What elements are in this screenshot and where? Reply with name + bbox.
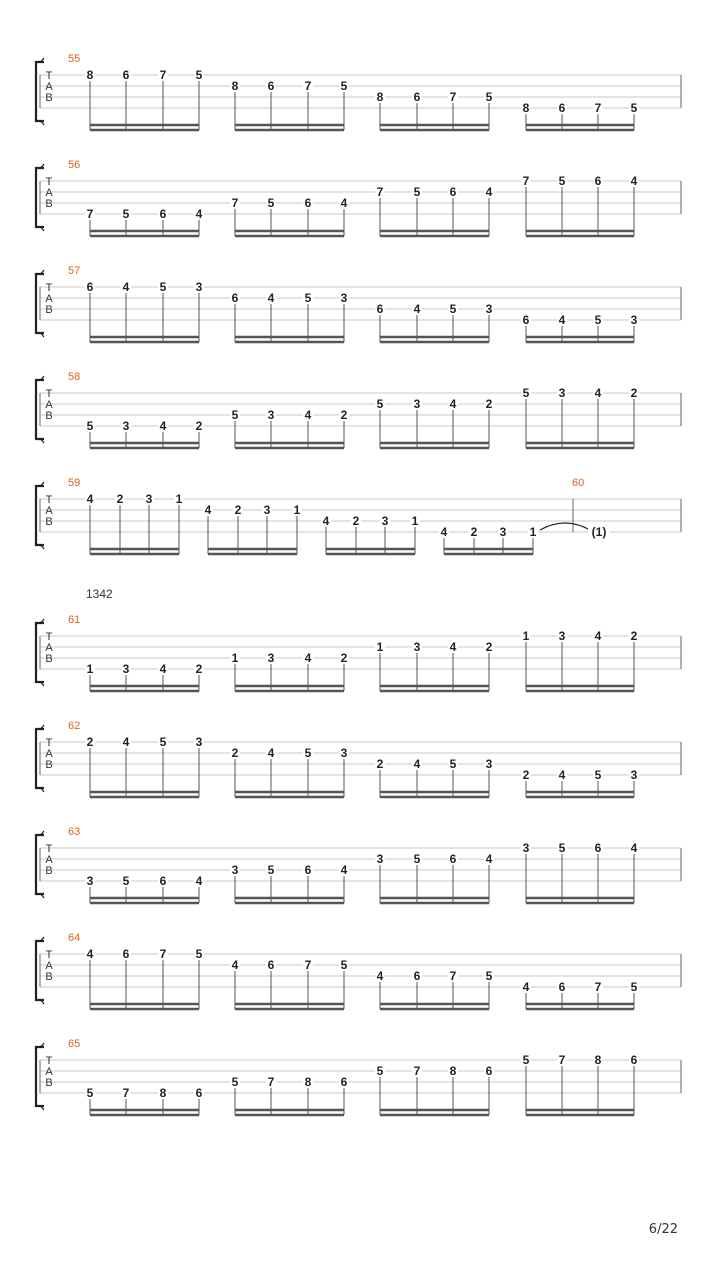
fret-number: 2	[86, 735, 94, 749]
fret-number: 5	[159, 735, 167, 749]
fret-number: 7	[558, 1053, 566, 1067]
fret-number: 3	[376, 852, 384, 866]
fret-number: 3	[522, 841, 530, 855]
fret-number: 2	[522, 768, 530, 782]
fret-number: 3	[558, 629, 566, 643]
fret-number: 6	[159, 207, 167, 221]
fret-number: 6	[449, 185, 457, 199]
measure-number: 58	[68, 371, 81, 383]
fret-number: 2	[485, 640, 493, 654]
tab-clef-letter: T	[45, 70, 53, 82]
fret-number: 1	[231, 651, 239, 665]
fret-number: 3	[485, 757, 493, 771]
fret-number: 5	[485, 969, 493, 983]
tab-clef-letter: A	[45, 748, 53, 760]
fret-number: 2	[195, 419, 203, 433]
measure-number: 65	[68, 1038, 81, 1050]
fret-number: 5	[340, 958, 348, 972]
fret-number: 6	[522, 313, 530, 327]
tab-clef-letter: B	[45, 865, 53, 877]
fret-number: 5	[630, 980, 638, 994]
tab-clef-letter: A	[45, 81, 53, 93]
fret-number: 4	[413, 302, 421, 316]
fret-number: 1	[411, 514, 419, 528]
fret-number: 4	[485, 852, 493, 866]
fret-number: 3	[340, 746, 348, 760]
fret-number: 5	[413, 185, 421, 199]
tab-clef-letter: B	[45, 653, 53, 665]
fret-number: 1	[86, 662, 94, 676]
fret-number: 8	[231, 79, 239, 93]
fret-number: 5	[195, 68, 203, 82]
fret-number: 3	[145, 492, 153, 506]
fret-number: 4	[204, 503, 212, 517]
tab-clef-letter: T	[45, 1055, 53, 1067]
tab-clef-letter: T	[45, 843, 53, 855]
fret-number: 2	[234, 503, 242, 517]
fret-number: 3	[195, 280, 203, 294]
fret-number: 4	[340, 863, 348, 877]
tab-clef-letter: A	[45, 1066, 53, 1078]
fret-number: 6	[376, 302, 384, 316]
fret-number: 6	[159, 874, 167, 888]
fret-number: 7	[594, 101, 602, 115]
fret-number: 6	[558, 101, 566, 115]
tab-clef-letter: A	[45, 960, 53, 972]
fret-number: 8	[449, 1064, 457, 1078]
fret-number: 6	[413, 90, 421, 104]
fret-number: 4	[267, 746, 275, 760]
fret-number: 2	[231, 746, 239, 760]
fret-number: 5	[304, 746, 312, 760]
fret-number: 6	[267, 79, 275, 93]
measure-number: 61	[68, 614, 81, 626]
tab-clef-letter: T	[45, 949, 53, 961]
fret-number: 3	[195, 735, 203, 749]
fret-number: 3	[630, 768, 638, 782]
fret-number: 7	[449, 969, 457, 983]
fret-number: 7	[449, 90, 457, 104]
fret-number: 7	[304, 79, 312, 93]
fret-number: 6	[86, 280, 94, 294]
fret-number: 3	[413, 397, 421, 411]
fret-number: 8	[522, 101, 530, 115]
fret-number: 7	[86, 207, 94, 221]
fret-number: 3	[413, 640, 421, 654]
tab-clef-letter: B	[45, 516, 53, 528]
tab-clef-letter: A	[45, 399, 53, 411]
fret-number: 3	[122, 662, 130, 676]
fret-number: 7	[304, 958, 312, 972]
fret-number: 5	[594, 768, 602, 782]
fret-number: 6	[449, 852, 457, 866]
tab-clef-letter: T	[45, 494, 53, 506]
fret-number: 6	[558, 980, 566, 994]
tab-clef-letter: A	[45, 505, 53, 517]
fret-number: 3	[499, 525, 507, 539]
fret-number: 3	[122, 419, 130, 433]
fret-number: 2	[340, 651, 348, 665]
fret-number: 5	[449, 302, 457, 316]
measure-number: 55	[68, 53, 81, 65]
fret-number: 6	[122, 947, 130, 961]
page-number: 6/22	[648, 1222, 678, 1237]
fret-number: 4	[159, 662, 167, 676]
measure-number: 63	[68, 826, 81, 838]
fret-number: 4	[86, 947, 94, 961]
fret-number: 4	[413, 757, 421, 771]
tab-clef-letter: B	[45, 304, 53, 316]
fret-number: 3	[263, 503, 271, 517]
fret-number: 4	[231, 958, 239, 972]
tab-clef-letter: T	[45, 282, 53, 294]
tab-clef-letter: T	[45, 388, 53, 400]
fret-number: 6	[195, 1086, 203, 1100]
fret-number: 8	[594, 1053, 602, 1067]
fret-number: 4	[558, 768, 566, 782]
fret-number: 4	[86, 492, 94, 506]
measure-number: 57	[68, 265, 81, 277]
fret-number: 2	[485, 397, 493, 411]
fret-number: 5	[86, 1086, 94, 1100]
fret-number: 8	[86, 68, 94, 82]
fret-number: 5	[558, 841, 566, 855]
fret-number: 6	[594, 841, 602, 855]
fret-number: 4	[485, 185, 493, 199]
fret-number: 5	[522, 1053, 530, 1067]
fret-number: 6	[413, 969, 421, 983]
fret-number: 6	[267, 958, 275, 972]
fret-number: 3	[630, 313, 638, 327]
fret-number: 4	[440, 525, 448, 539]
fret-number: 5	[449, 757, 457, 771]
fret-number: 3	[231, 863, 239, 877]
fret-number: 6	[594, 174, 602, 188]
fret-number: 4	[558, 313, 566, 327]
fret-number: 7	[122, 1086, 130, 1100]
fret-number: 7	[376, 185, 384, 199]
fret-number: 5	[122, 207, 130, 221]
fret-number: 2	[376, 757, 384, 771]
tab-clef-letter: T	[45, 631, 53, 643]
fret-number: 4	[522, 980, 530, 994]
tab-clef-letter: B	[45, 198, 53, 210]
fret-number: 2	[470, 525, 478, 539]
fret-number: 3	[86, 874, 94, 888]
fret-number: 5	[594, 313, 602, 327]
fret-number: 3	[558, 386, 566, 400]
tab-clef-letter: A	[45, 187, 53, 199]
fret-number: 4	[304, 651, 312, 665]
fret-number: 4	[267, 291, 275, 305]
fret-number: 5	[86, 419, 94, 433]
fret-number: 6	[304, 863, 312, 877]
fret-number: 5	[267, 196, 275, 210]
fret-number: 4	[594, 386, 602, 400]
fret-number: 5	[485, 90, 493, 104]
fret-number: 7	[413, 1064, 421, 1078]
fret-number: 3	[340, 291, 348, 305]
fret-number: 7	[594, 980, 602, 994]
fret-number: 4	[195, 207, 203, 221]
fret-number: 4	[630, 841, 638, 855]
fret-number: 5	[376, 397, 384, 411]
fret-number: 8	[376, 90, 384, 104]
fret-number: 7	[159, 947, 167, 961]
fret-number: 5	[413, 852, 421, 866]
fret-number: 4	[594, 629, 602, 643]
fret-number: 5	[304, 291, 312, 305]
fret-number: 6	[340, 1075, 348, 1089]
fret-number: 6	[630, 1053, 638, 1067]
fret-number: 1	[293, 503, 301, 517]
measure-number: 64	[68, 932, 81, 944]
fret-number: 4	[159, 419, 167, 433]
fret-number: 5	[195, 947, 203, 961]
fret-number: 3	[485, 302, 493, 316]
fret-number: 4	[449, 397, 457, 411]
fret-number: 5	[267, 863, 275, 877]
measure-number: 56	[68, 159, 81, 171]
fret-number: 4	[122, 735, 130, 749]
tab-clef-letter: B	[45, 971, 53, 983]
fret-number: 1	[175, 492, 183, 506]
fret-number: 5	[558, 174, 566, 188]
section-label: 1342	[86, 587, 113, 601]
fret-number: 7	[522, 174, 530, 188]
fret-number: 7	[159, 68, 167, 82]
measure-number: 62	[68, 720, 81, 732]
fret-number: 4	[630, 174, 638, 188]
fret-number: 2	[195, 662, 203, 676]
fret-number: 4	[322, 514, 330, 528]
tab-clef-letter: B	[45, 1077, 53, 1089]
fret-number: 5	[376, 1064, 384, 1078]
fret-number: 2	[630, 629, 638, 643]
tab-clef-letter: T	[45, 176, 53, 188]
fret-number: 2	[630, 386, 638, 400]
tab-clef-letter: B	[45, 759, 53, 771]
fret-number: 8	[304, 1075, 312, 1089]
fret-number: 4	[195, 874, 203, 888]
fret-number: 6	[231, 291, 239, 305]
fret-number: 4	[449, 640, 457, 654]
fret-number: 6	[122, 68, 130, 82]
fret-number: 5	[231, 1075, 239, 1089]
fret-number: 5	[340, 79, 348, 93]
fret-number: 4	[376, 969, 384, 983]
fret-number: 7	[231, 196, 239, 210]
fret-number: 5	[522, 386, 530, 400]
fret-number: 3	[381, 514, 389, 528]
fret-number: 4	[304, 408, 312, 422]
fret-number: 5	[630, 101, 638, 115]
fret-number: 7	[267, 1075, 275, 1089]
fret-number: 6	[304, 196, 312, 210]
tab-clef-letter: A	[45, 642, 53, 654]
fret-number: 3	[267, 408, 275, 422]
fret-number: 8	[159, 1086, 167, 1100]
fret-number: 1	[522, 629, 530, 643]
fret-number: 5	[231, 408, 239, 422]
fret-number: 2	[340, 408, 348, 422]
measure-number: 60	[572, 477, 585, 489]
tab-clef-letter: B	[45, 92, 53, 104]
fret-number: 3	[267, 651, 275, 665]
fret-number: 1	[376, 640, 384, 654]
tie-arc	[540, 523, 590, 530]
tied-fret-number: (1)	[591, 525, 607, 539]
fret-number: 5	[122, 874, 130, 888]
measure-number: 59	[68, 477, 81, 489]
fret-number: 2	[116, 492, 124, 506]
fret-number: 4	[122, 280, 130, 294]
tab-clef-letter: A	[45, 293, 53, 305]
fret-number: 5	[159, 280, 167, 294]
fret-number: 2	[352, 514, 360, 528]
fret-number: 4	[340, 196, 348, 210]
fret-number: 1	[529, 525, 537, 539]
tab-clef-letter: T	[45, 737, 53, 749]
tab-clef-letter: A	[45, 854, 53, 866]
tab-clef-letter: B	[45, 410, 53, 422]
fret-number: 6	[485, 1064, 493, 1078]
